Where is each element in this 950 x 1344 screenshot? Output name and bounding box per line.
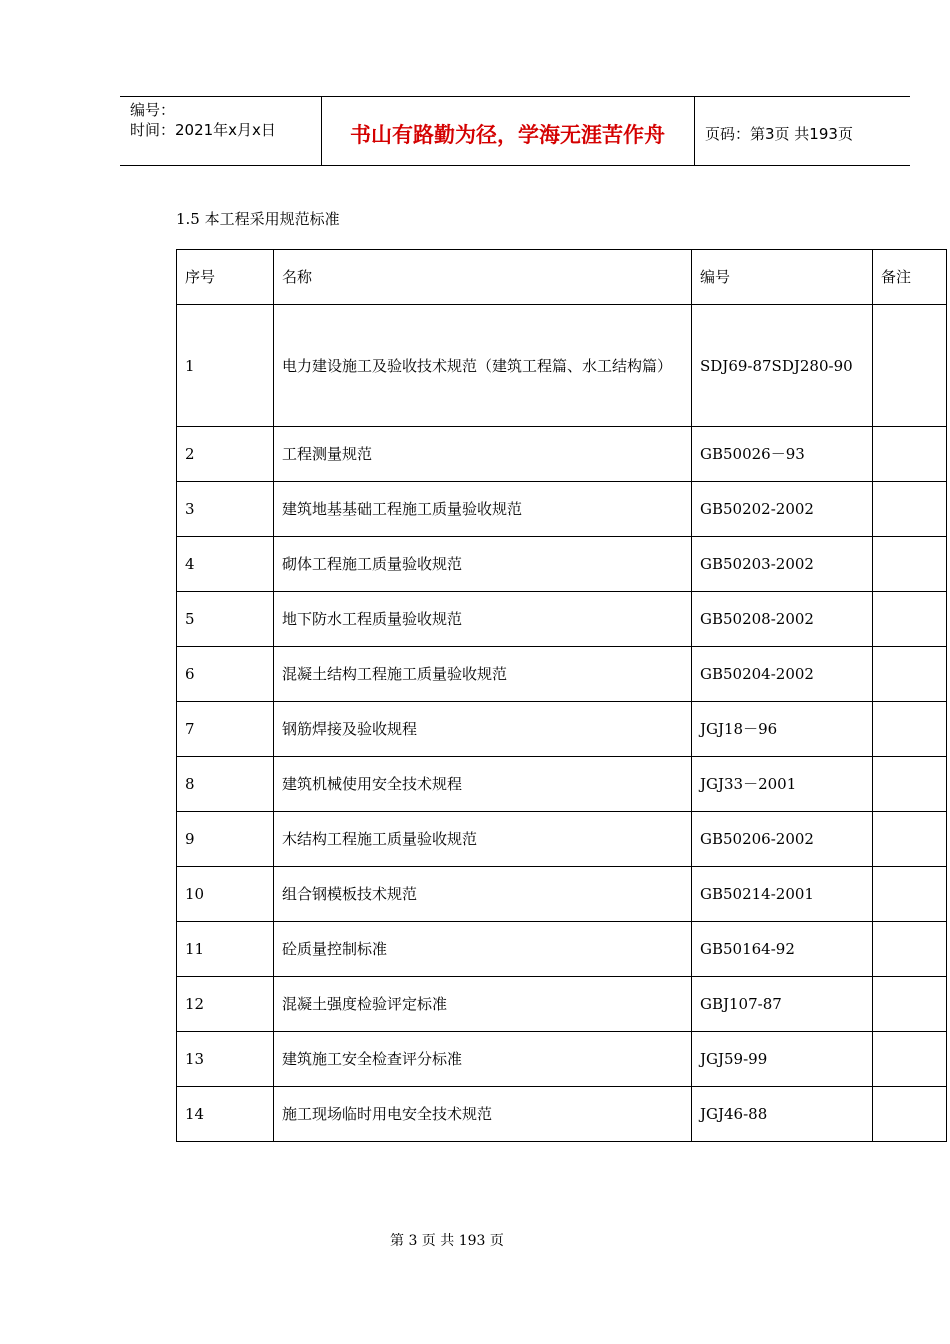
- cell-no-text: 6: [185, 665, 195, 683]
- cell-no-text: 1: [185, 356, 195, 375]
- cell-note: [873, 977, 947, 1032]
- cell-code-text: GBJ107-87: [700, 995, 782, 1013]
- cell-no: [177, 1087, 274, 1142]
- standards-table: [176, 249, 947, 1142]
- cell-name: [274, 647, 692, 702]
- table-row: [177, 1087, 947, 1142]
- cell-code: [692, 482, 873, 537]
- cell-note: [873, 812, 947, 867]
- cell-name-text: 建筑施工安全检查评分标准: [282, 1050, 463, 1068]
- cell-name: [274, 702, 692, 757]
- cell-no-text: 11: [185, 940, 205, 958]
- cell-note: [873, 647, 947, 702]
- cell-code-text: JGJ59-99: [700, 1050, 768, 1068]
- cell-code: [692, 537, 873, 592]
- cell-name: [274, 757, 692, 812]
- table-row: [177, 757, 947, 812]
- cell-name-text: 施工现场临时用电安全技术规范: [282, 1105, 493, 1123]
- cell-code-text: GB50026－93: [700, 445, 805, 463]
- page-header: [120, 96, 910, 166]
- cell-name: [274, 812, 692, 867]
- header-note: 备注: [873, 250, 947, 305]
- cell-no-text: 13: [185, 1050, 205, 1068]
- cell-note: [873, 922, 947, 977]
- cell-name: [274, 592, 692, 647]
- cell-no: [177, 1032, 274, 1087]
- cell-note: [873, 305, 947, 427]
- cell-note: [873, 702, 947, 757]
- header-motto: 书山有路勤为径，学海无涯苦作舟: [350, 123, 665, 147]
- cell-note: [873, 1032, 947, 1087]
- cell-no: [177, 922, 274, 977]
- cell-code: [692, 702, 873, 757]
- table-row: [177, 482, 947, 537]
- table-row: [177, 305, 947, 427]
- cell-no-text: 4: [185, 555, 195, 573]
- cell-note: [873, 757, 947, 812]
- table-header-row: [177, 250, 947, 305]
- cell-note: [873, 867, 947, 922]
- cell-no: [177, 305, 274, 427]
- table-row: [177, 812, 947, 867]
- cell-no: [177, 482, 274, 537]
- cell-code: [692, 592, 873, 647]
- cell-no-text: 3: [185, 500, 195, 518]
- cell-code-text: GB50214-2001: [700, 885, 814, 903]
- cell-name: [274, 1032, 692, 1087]
- cell-note: [873, 427, 947, 482]
- cell-name: [274, 867, 692, 922]
- cell-no: [177, 592, 274, 647]
- cell-note: [873, 482, 947, 537]
- cell-name: [274, 977, 692, 1032]
- header-meta: [120, 97, 322, 165]
- cell-name-text: 建筑地基基础工程施工质量验收规范: [282, 500, 523, 518]
- cell-code: [692, 757, 873, 812]
- cell-code-text: JGJ18－96: [700, 720, 778, 738]
- table-row: [177, 977, 947, 1032]
- cell-name-text: 钢筋焊接及验收规程: [282, 720, 418, 738]
- cell-no: [177, 537, 274, 592]
- header-page-number: 页码：第3页 共193页: [705, 125, 853, 143]
- cell-note: [873, 537, 947, 592]
- header-page-cell: [695, 97, 910, 165]
- cell-note: [873, 1087, 947, 1142]
- cell-name: [274, 1087, 692, 1142]
- cell-no: [177, 812, 274, 867]
- cell-code: [692, 867, 873, 922]
- cell-code: [692, 922, 873, 977]
- cell-code-text: SDJ69-87SDJ280-90: [700, 356, 853, 375]
- cell-code-text: JGJ33－2001: [700, 775, 797, 793]
- cell-no-text: 5: [185, 610, 195, 628]
- cell-no-text: 8: [185, 775, 195, 793]
- cell-no-text: 14: [185, 1105, 205, 1123]
- cell-name: [274, 922, 692, 977]
- cell-no-text: 7: [185, 720, 195, 738]
- table-row: [177, 922, 947, 977]
- cell-code: [692, 427, 873, 482]
- cell-no: [177, 867, 274, 922]
- document-time-label: 时间：2021年x月x日: [130, 121, 276, 139]
- document-number-label: 编号：: [130, 101, 176, 119]
- table-row: [177, 867, 947, 922]
- cell-code: [692, 977, 873, 1032]
- header-motto-cell: [321, 97, 695, 165]
- header-no: 序号: [177, 250, 274, 305]
- table-row: [177, 1032, 947, 1087]
- cell-name: [274, 427, 692, 482]
- cell-name-text: 混凝土强度检验评定标准: [282, 995, 448, 1013]
- cell-no: [177, 702, 274, 757]
- cell-no: [177, 647, 274, 702]
- cell-code-text: GB50204-2002: [700, 665, 814, 683]
- cell-name-text: 砼质量控制标准: [282, 940, 388, 958]
- table-row: [177, 702, 947, 757]
- table-row: [177, 537, 947, 592]
- cell-code-text: GB50203-2002: [700, 555, 814, 573]
- cell-name-text: 建筑机械使用安全技术规程: [282, 775, 463, 793]
- cell-no-text: 10: [185, 885, 205, 903]
- cell-name-text: 混凝土结构工程施工质量验收规范: [282, 665, 508, 683]
- cell-no-text: 9: [185, 830, 195, 848]
- table-row: [177, 427, 947, 482]
- table-row: [177, 647, 947, 702]
- cell-name-text: 电力建设施工及验收技术规范（建筑工程篇、水工结构篇）: [282, 356, 673, 375]
- cell-code: [692, 812, 873, 867]
- header-name: 名称: [274, 250, 692, 305]
- cell-no-text: 12: [185, 995, 205, 1013]
- cell-code-text: JGJ46-88: [700, 1105, 768, 1123]
- cell-name: [274, 482, 692, 537]
- cell-name-text: 工程测量规范: [282, 445, 373, 463]
- cell-code: [692, 1087, 873, 1142]
- cell-note: [873, 592, 947, 647]
- cell-code-text: GB50202-2002: [700, 500, 814, 518]
- table-row: [177, 592, 947, 647]
- cell-code-text: GB50206-2002: [700, 830, 814, 848]
- cell-name: [274, 537, 692, 592]
- section-title: 1.5 本工程采用规范标准: [176, 210, 340, 228]
- cell-code-text: GB50164-92: [700, 940, 795, 958]
- cell-name: [274, 305, 692, 427]
- cell-code: [692, 305, 873, 427]
- cell-code: [692, 1032, 873, 1087]
- cell-name-text: 木结构工程施工质量验收规范: [282, 830, 478, 848]
- cell-no: [177, 977, 274, 1032]
- cell-name-text: 组合钢模板技术规范: [282, 885, 418, 903]
- cell-no-text: 2: [185, 445, 195, 463]
- cell-no: [177, 427, 274, 482]
- cell-name-text: 砌体工程施工质量验收规范: [282, 555, 463, 573]
- cell-code: [692, 647, 873, 702]
- cell-code-text: GB50208-2002: [700, 610, 814, 628]
- page-footer: 第 3 页 共 193 页: [390, 1233, 504, 1249]
- cell-name-text: 地下防水工程质量验收规范: [282, 610, 463, 628]
- cell-no: [177, 757, 274, 812]
- header-code: 编号: [692, 250, 873, 305]
